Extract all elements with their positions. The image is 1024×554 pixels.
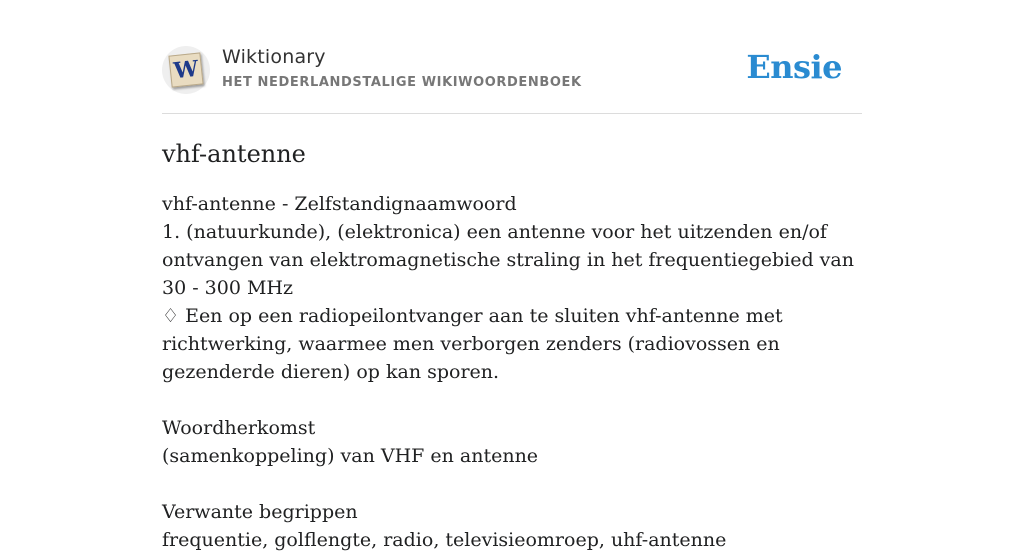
page-title: vhf-antenne xyxy=(162,140,306,168)
wiktionary-logo-icon: W xyxy=(168,52,203,87)
page-container xyxy=(162,0,862,554)
site-title[interactable]: Wiktionary xyxy=(222,46,326,68)
entry-heading: vhf-antenne - Zelfstandignaamwoord xyxy=(162,193,517,215)
etymology-heading: Woordherkomst xyxy=(162,417,316,439)
entry-body xyxy=(162,190,862,554)
site-subtitle: HET NEDERLANDSTALIGE WIKIWOORDENBOEK xyxy=(222,75,582,90)
entry-definition: 1. (natuurkunde), (elektronica) een antenne voor het uitzenden en/of ontvangen van elektromagnetische straling in het frequentiegebied van 30 - 300 MHz xyxy=(162,221,861,299)
ensie-logo[interactable]: Ensie xyxy=(746,48,842,86)
entry-example: ♢ Een op een radiopeilontvanger aan te sluiten vhf-antenne met richtwerking, waarmee men verborgen zenders (radiovossen en gezenderde dieren) op kan sporen. xyxy=(162,305,789,383)
wiktionary-logo[interactable] xyxy=(162,46,210,94)
related-heading: Verwante begrippen xyxy=(162,501,358,523)
related-terms: frequentie, golflengte, radio, televisieomroep, uhf-antenne xyxy=(162,529,727,551)
etymology-text: (samenkoppeling) van VHF en antenne xyxy=(162,445,539,467)
site-header xyxy=(162,0,862,114)
